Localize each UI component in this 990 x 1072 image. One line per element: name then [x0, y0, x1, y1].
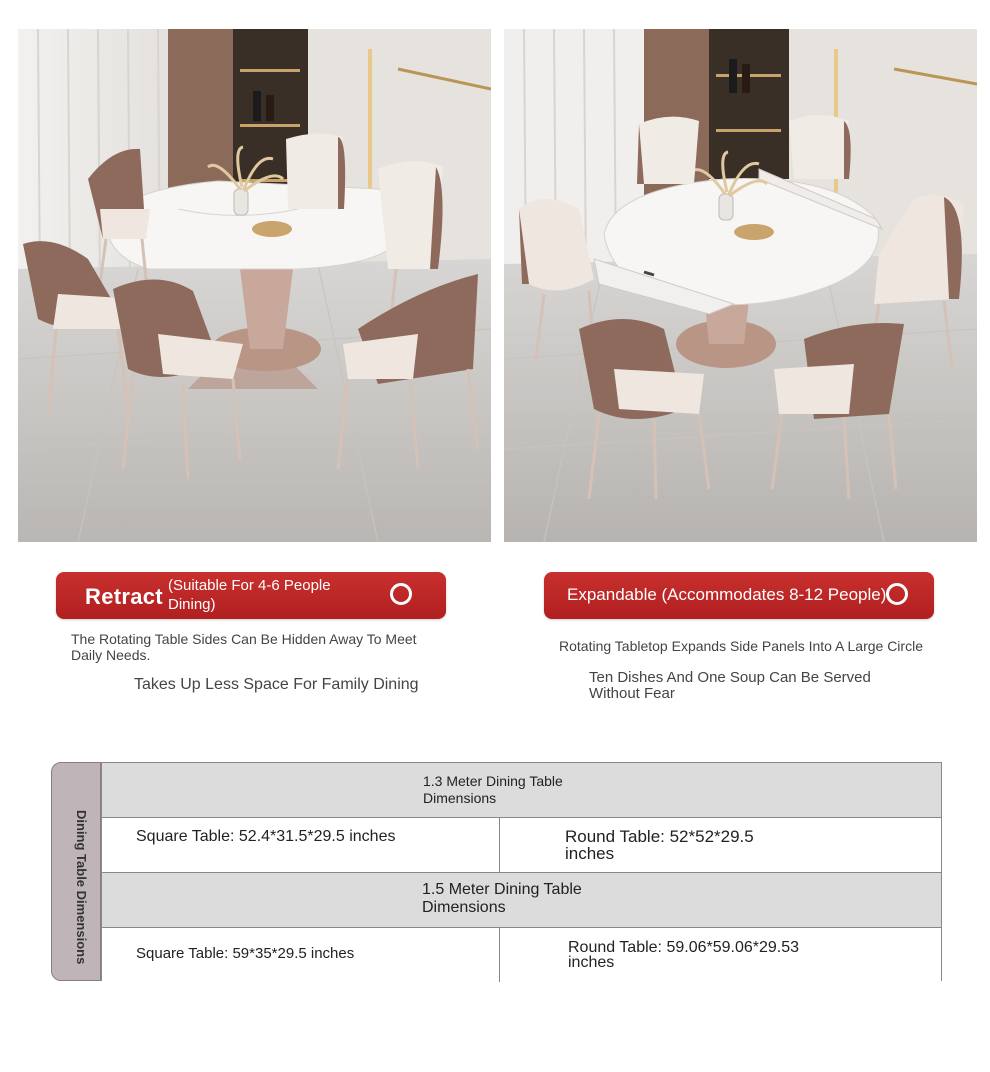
heading-row-2	[102, 873, 941, 927]
dimensions-side-tab	[51, 762, 101, 981]
ring-icon	[886, 583, 908, 605]
dimensions-table	[51, 762, 942, 982]
ring-icon	[390, 583, 412, 605]
size-row-1	[102, 818, 941, 872]
size-row-2	[102, 928, 941, 982]
heading-row-1	[102, 763, 941, 817]
round-size-1: Round Table: 52*52*29.5 inches	[565, 827, 754, 863]
divider	[499, 818, 500, 872]
expandable-caption-2: Ten Dishes And One Soup Can Be Served Without Fear	[589, 669, 871, 702]
photo-expanded-table	[504, 29, 977, 542]
divider	[499, 928, 500, 982]
retract-badge	[56, 572, 446, 619]
dimensions-side-label: Dining Table Dimensions	[74, 810, 89, 965]
retract-capacity: (Suitable For 4-6 People Dining)	[168, 577, 331, 613]
expandable-caption-1: Rotating Tabletop Expands Side Panels Into A Large Circle	[559, 638, 923, 654]
square-size-2: Square Table: 59*35*29.5 inches	[136, 945, 355, 962]
heading-1-text: 1.3 Meter Dining Table Dimensions	[423, 773, 563, 806]
retract-caption-1: The Rotating Table Sides Can Be Hidden Away To Meet Daily Needs.	[71, 631, 417, 663]
heading-2-text: 1.5 Meter Dining Table Dimensions	[422, 881, 582, 916]
expandable-label: Expandable (Accommodates 8-12 People)	[567, 585, 887, 604]
photo-retracted-table	[18, 29, 491, 542]
expandable-badge	[544, 572, 934, 619]
dimensions-grid	[101, 762, 942, 981]
square-size-1: Square Table: 52.4*31.5*29.5 inches	[136, 828, 396, 845]
retract-caption-2: Takes Up Less Space For Family Dining	[134, 676, 419, 693]
round-size-2: Round Table: 59.06*59.06*29.53 inches	[568, 939, 800, 971]
retract-label: Retract	[85, 584, 163, 609]
